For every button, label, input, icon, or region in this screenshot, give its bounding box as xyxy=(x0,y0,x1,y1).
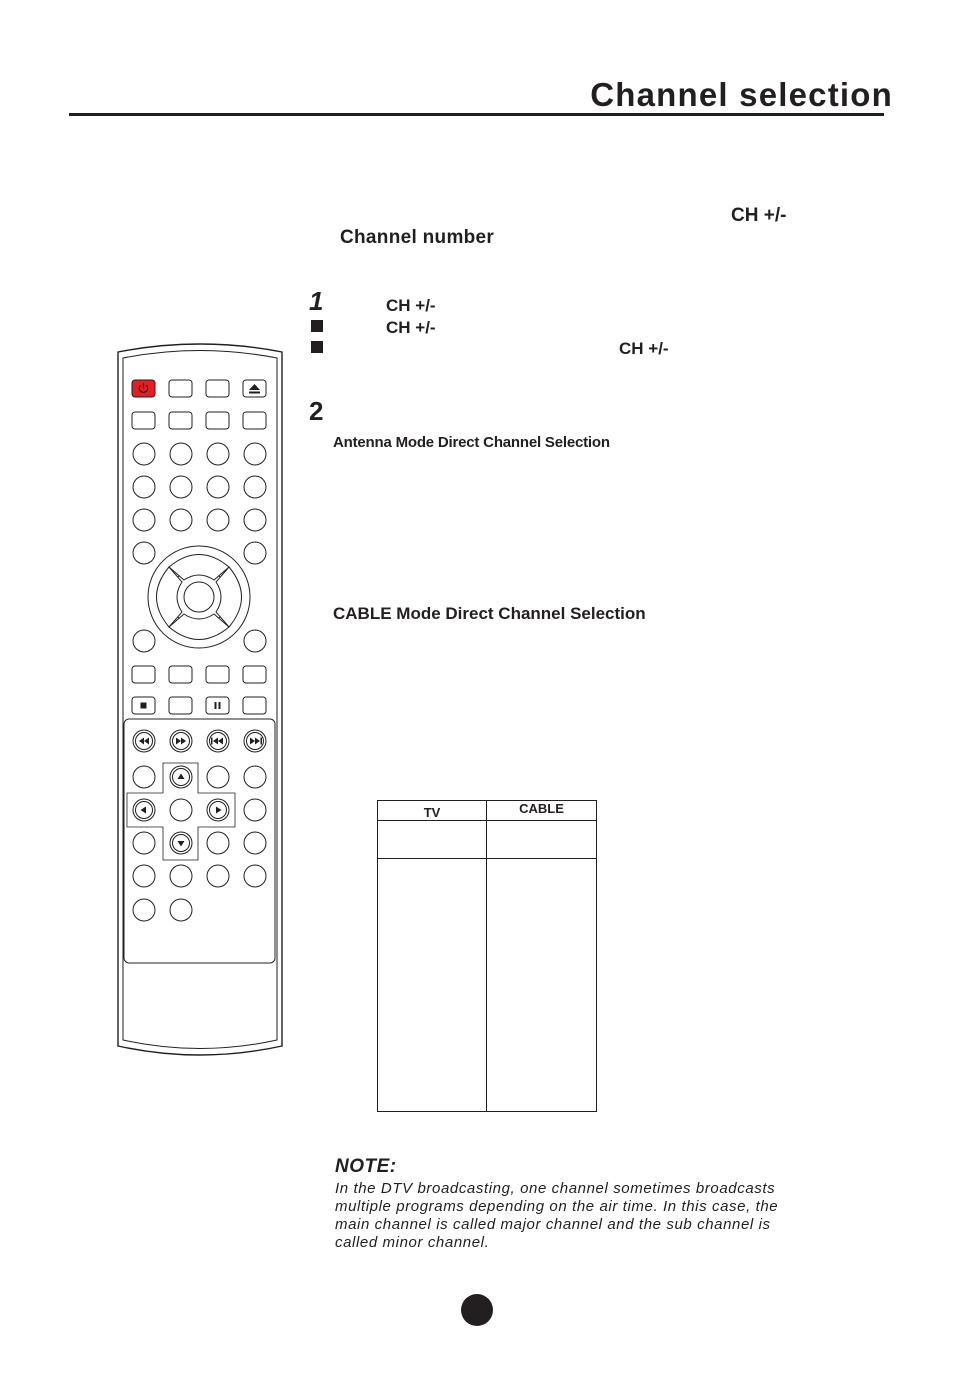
table-header-row xyxy=(378,801,597,821)
remote-button xyxy=(169,380,192,397)
step-1-number: 1 xyxy=(309,286,324,316)
remote-button xyxy=(132,666,155,683)
step-1-line-1: CH +/- xyxy=(386,296,436,315)
remote-button xyxy=(243,697,266,714)
remote-control-illustration xyxy=(110,340,290,1065)
step-1-line-2: CH +/- xyxy=(386,318,436,337)
remote-button xyxy=(132,412,155,429)
table-header-tv: TV xyxy=(378,801,487,821)
table-header-cable: CABLE xyxy=(487,801,597,821)
note-line: main channel is called major channel and the sub channel is xyxy=(335,1216,771,1233)
step-1-line-3: CH +/- xyxy=(619,339,669,358)
remote-button xyxy=(206,380,229,397)
remote-button xyxy=(243,412,266,429)
page-number-badge xyxy=(461,1294,493,1326)
remote-button xyxy=(206,666,229,683)
note-heading: NOTE: xyxy=(335,1156,397,1177)
channel-table xyxy=(377,800,597,1112)
note-line: multiple programs depending on the air time. In this case, the xyxy=(335,1198,779,1215)
table-cell xyxy=(378,821,487,859)
bullet-square xyxy=(311,341,323,353)
table-row xyxy=(378,859,597,1112)
antenna-heading: Antenna Mode Direct Channel Selection xyxy=(333,434,610,451)
title-rule xyxy=(69,113,884,116)
pause-button xyxy=(206,697,229,714)
note-line: called minor channel. xyxy=(335,1234,490,1251)
remote-button xyxy=(169,666,192,683)
step-2-number: 2 xyxy=(309,396,324,426)
table-cell xyxy=(378,859,487,1112)
remote-button xyxy=(169,697,192,714)
note-line: In the DTV broadcasting, one channel sometimes broadcasts xyxy=(335,1180,776,1197)
intro-channel-number: Channel number xyxy=(340,227,495,248)
page-title: Channel selection xyxy=(590,76,893,113)
bullet-square xyxy=(311,320,323,332)
remote-button xyxy=(206,412,229,429)
navigation-pad xyxy=(148,546,250,648)
intro-ch-label: CH +/- xyxy=(731,205,787,226)
remote-button xyxy=(169,412,192,429)
table-row xyxy=(378,821,597,859)
ok-key xyxy=(184,582,214,612)
table-cell xyxy=(487,821,597,859)
cable-heading: CABLE Mode Direct Channel Selection xyxy=(333,604,646,623)
remote-button xyxy=(243,666,266,683)
note-text xyxy=(335,1180,815,1252)
stop-icon xyxy=(141,703,147,709)
table-cell xyxy=(487,859,597,1112)
